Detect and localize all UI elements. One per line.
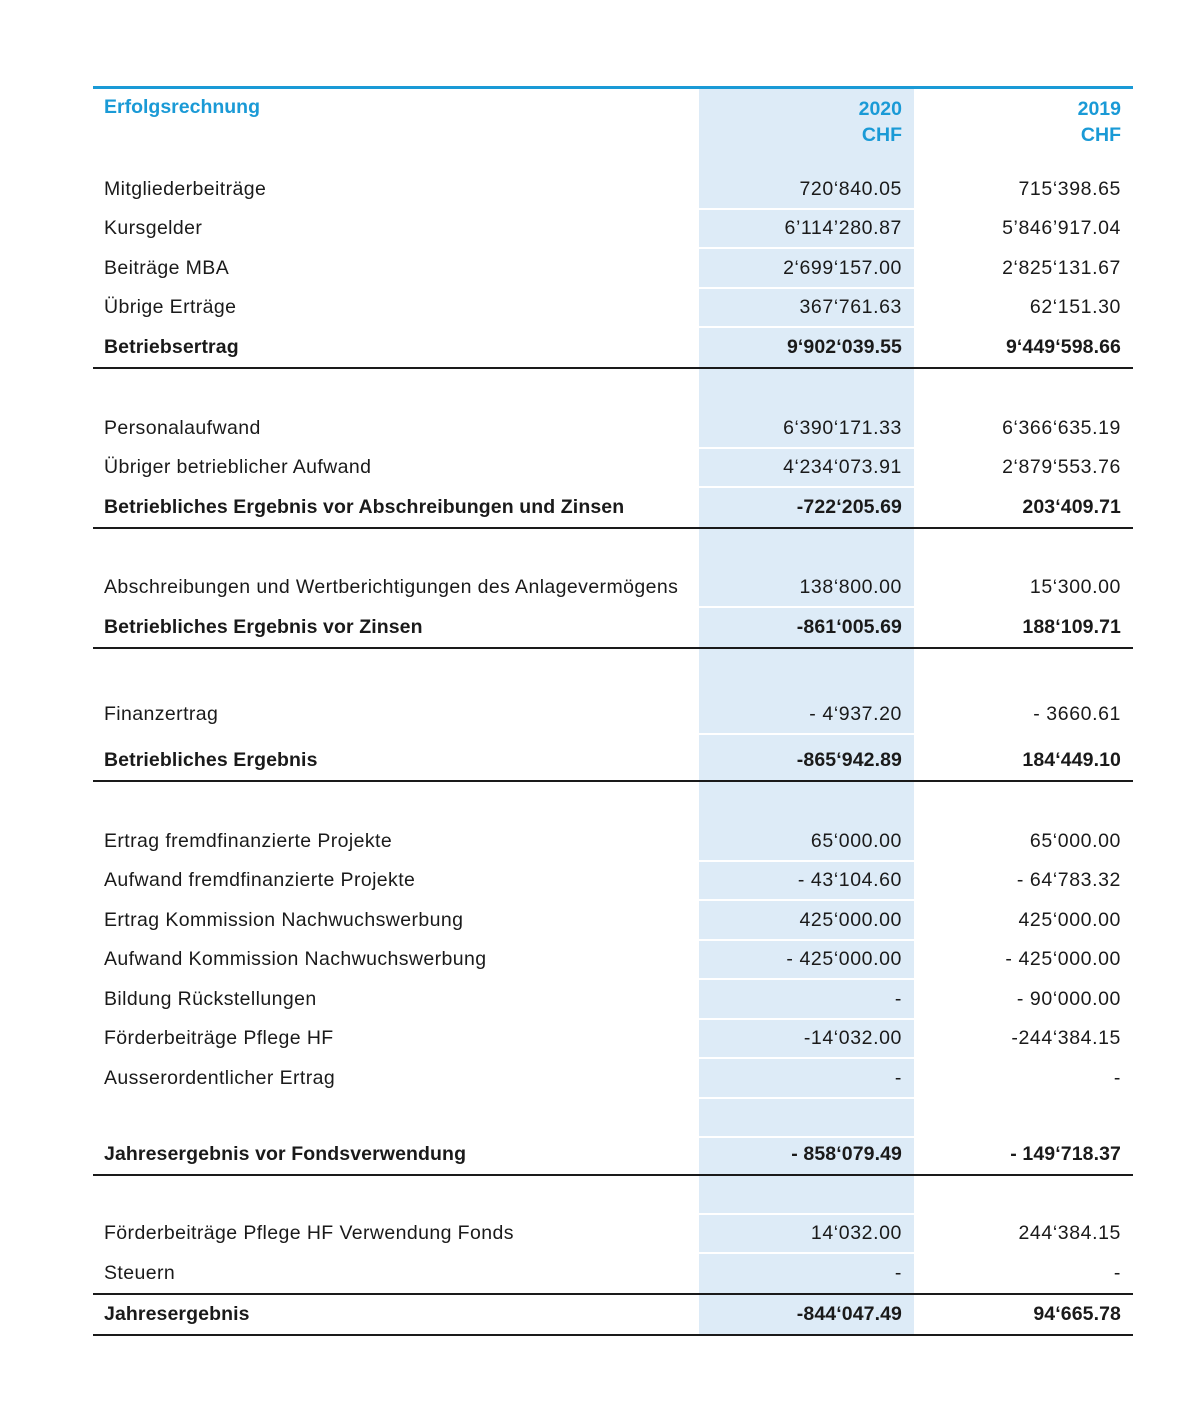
row-label: Ausserordentlicher Ertrag (104, 1067, 336, 1089)
value-2019: 188‘109.71 (1022, 616, 1121, 638)
value-2020: 425‘000.00 (799, 909, 902, 931)
row-label: Aufwand Kommission Nachwuchswerbung (104, 948, 487, 970)
column-header-2020 (699, 96, 902, 148)
row-label: Kursgelder (104, 217, 203, 239)
value-2019: 94‘665.78 (1033, 1303, 1121, 1325)
value-2020: 720‘840.05 (799, 178, 902, 200)
value-2019: - 149‘718.37 (1010, 1143, 1121, 1165)
table-title: Erfolgsrechnung (104, 96, 261, 118)
value-2020: -861‘005.69 (796, 616, 902, 638)
table-row (93, 448, 1133, 487)
value-2019: 62‘151.30 (1029, 296, 1121, 318)
row-label: Betriebsertrag (104, 336, 239, 358)
value-2020: 6’114’280.87 (784, 217, 902, 239)
value-2019: - (1113, 1067, 1121, 1089)
value-2019: 2‘879‘553.76 (1002, 456, 1121, 478)
subtotal-row (93, 487, 1133, 529)
value-2020: 4‘234‘073.91 (783, 456, 902, 478)
value-2019: 2‘825‘131.67 (1002, 257, 1121, 279)
value-2020: - (894, 1067, 902, 1089)
value-2019: - 3660.61 (1033, 703, 1121, 725)
value-2020: 138‘800.00 (799, 576, 902, 598)
row-label: Betriebliches Ergebnis vor Abschreibungen und Zinsen (104, 496, 625, 518)
value-2019: 715‘398.65 (1018, 178, 1121, 200)
row-label: Aufwand fremdfinanzierte Projekte (104, 869, 416, 891)
value-2020: -844‘047.49 (796, 1303, 902, 1325)
table-row (93, 861, 1133, 900)
row-label: Jahresergebnis vor Fondsverwendung (104, 1143, 467, 1165)
column-2020-unit: CHF (861, 124, 902, 146)
value-2019: 9‘449‘598.66 (1005, 336, 1121, 358)
value-2019: - 64‘783.32 (1016, 869, 1121, 891)
value-2019: 5’846’917.04 (1002, 217, 1121, 239)
value-2020: - 4‘937.20 (809, 703, 902, 725)
value-2020: 2‘699‘157.00 (783, 257, 902, 279)
row-label: Finanzertrag (104, 703, 219, 725)
spacer-row (93, 1098, 1133, 1137)
table-row (93, 169, 1133, 209)
column-2020-year: 2020 (858, 98, 902, 120)
value-2020: - 425‘000.00 (786, 948, 902, 970)
value-2019: 15‘300.00 (1029, 576, 1121, 598)
value-2019: 244‘384.15 (1018, 1222, 1121, 1244)
value-2020: - 43‘104.60 (797, 869, 902, 891)
value-2019: 65‘000.00 (1029, 830, 1121, 852)
value-2019: 6‘366‘635.19 (1002, 417, 1121, 439)
value-2020: - (894, 1262, 902, 1284)
value-2020: 14‘032.00 (810, 1222, 902, 1244)
value-2020: 367‘761.63 (799, 296, 902, 318)
income-statement-table (93, 86, 1133, 1336)
row-label: Förderbeiträge Pflege HF (104, 1027, 334, 1049)
table-row (93, 687, 1133, 734)
row-label: Übriger betrieblicher Aufwand (104, 456, 372, 478)
value-2019: 184‘449.10 (1022, 749, 1121, 771)
value-2019: 425‘000.00 (1018, 909, 1121, 931)
table-row (93, 1253, 1133, 1295)
table-row (93, 821, 1133, 861)
value-2020: 9‘902‘039.55 (786, 336, 902, 358)
spacer-row (93, 1176, 1133, 1214)
table-row (93, 209, 1133, 248)
table-header (93, 89, 1133, 149)
table-row (93, 408, 1133, 448)
table-row (93, 979, 1133, 1019)
table-row (93, 1058, 1133, 1098)
total-row (93, 1295, 1133, 1336)
table-row (93, 1214, 1133, 1253)
row-label: Mitgliederbeiträge (104, 178, 267, 200)
column-2019-year: 2019 (1077, 98, 1121, 120)
subtotal-row (93, 607, 1133, 649)
table-row (93, 900, 1133, 940)
value-2020: - (894, 988, 902, 1010)
value-2020: -14‘032.00 (803, 1027, 902, 1049)
value-2020: -722‘205.69 (796, 496, 902, 518)
row-label: Jahresergebnis (104, 1303, 250, 1325)
row-label: Steuern (104, 1262, 176, 1284)
subtotal-row (93, 1137, 1133, 1176)
value-2019: - 425‘000.00 (1005, 948, 1121, 970)
value-2019: -244‘384.15 (1011, 1027, 1121, 1049)
value-2019: - (1113, 1262, 1121, 1284)
table-row (93, 940, 1133, 979)
value-2019: - 90‘000.00 (1016, 988, 1121, 1010)
column-2019-unit: CHF (1080, 124, 1121, 146)
row-label: Abschreibungen und Wertberichtigungen des Anlagevermögens (104, 576, 679, 598)
table-row (93, 568, 1133, 607)
value-2020: - 858‘079.49 (791, 1143, 902, 1165)
table-row (93, 1019, 1133, 1058)
row-label: Ertrag fremdfinanzierte Projekte (104, 830, 393, 852)
row-label: Betriebliches Ergebnis vor Zinsen (104, 616, 423, 638)
row-label: Förderbeiträge Pflege HF Verwendung Fonds (104, 1222, 514, 1244)
subtotal-row (93, 734, 1133, 782)
row-label: Beiträge MBA (104, 257, 230, 279)
row-label: Bildung Rückstellungen (104, 988, 317, 1010)
column-header-2019 (914, 96, 1121, 148)
row-label: Übrige Erträge (104, 296, 237, 318)
row-label: Betriebliches Ergebnis (104, 749, 318, 771)
value-2020: 65‘000.00 (810, 830, 902, 852)
value-2019: 203‘409.71 (1022, 496, 1121, 518)
subtotal-row (93, 327, 1133, 369)
table-row (93, 248, 1133, 288)
value-2020: -865‘942.89 (796, 749, 902, 771)
row-label: Personalaufwand (104, 417, 261, 439)
value-2020: 6‘390‘171.33 (783, 417, 902, 439)
table-row (93, 288, 1133, 327)
row-label: Ertrag Kommission Nachwuchswerbung (104, 909, 464, 931)
